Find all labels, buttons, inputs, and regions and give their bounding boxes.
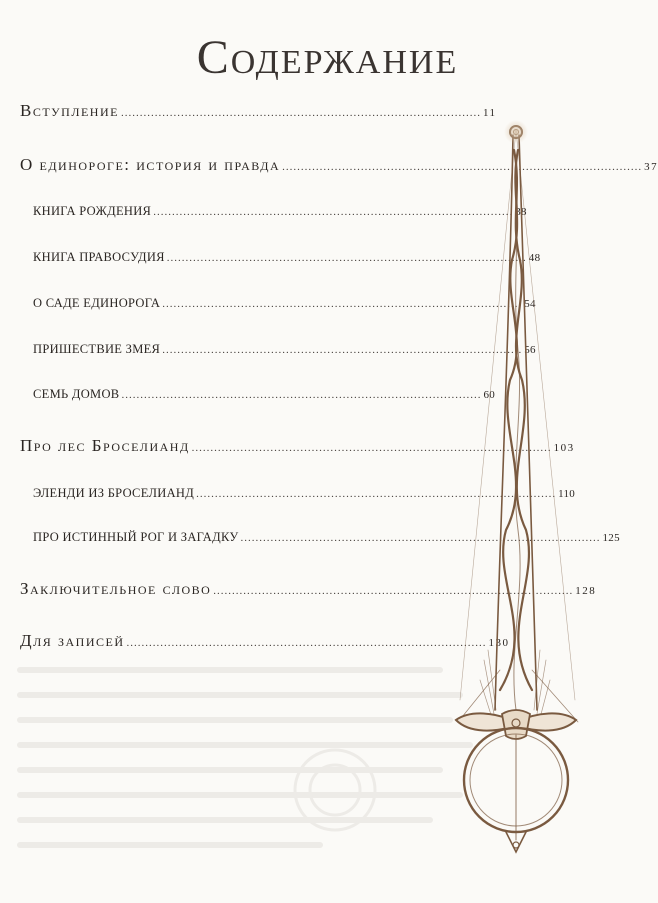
toc-entry-label: Вступление [20, 101, 119, 120]
toc-entry-label: КНИГА РОЖДЕНИЯ [33, 204, 152, 218]
toc-entry-page: 11 [482, 107, 497, 119]
toc-entry-label: ПРИШЕСТВИЕ ЗМЕЯ [33, 342, 161, 356]
toc-entry-page: 130 [488, 637, 510, 649]
toc-entry[interactable] [33, 530, 620, 545]
leader-dots: ................................................................................................ [162, 344, 523, 356]
leader-dots: ................................................................................................ [126, 637, 487, 649]
toc-entry-page: 125 [602, 532, 620, 544]
toc-entry-label: КНИГА ПРАВОСУДИЯ [33, 250, 165, 264]
toc-entry[interactable] [33, 387, 496, 402]
leader-dots: ................................................................................................ [282, 161, 643, 173]
leader-dots: ................................................................................................ [121, 389, 482, 401]
leader-dots: ................................................................................................ [196, 488, 557, 500]
toc-entry[interactable] [20, 101, 497, 121]
toc-entry-label: Для записей [20, 631, 125, 650]
toc-entry-label: Заключительное слово [20, 579, 212, 598]
toc-entry-page: 48 [528, 252, 541, 264]
toc-entry[interactable] [33, 342, 536, 357]
leader-dots: ................................................................................................ [191, 442, 552, 454]
leader-dots: ................................................................................................ [166, 252, 527, 264]
leader-dots: ................................................................................................ [240, 532, 601, 544]
toc-entry[interactable] [33, 204, 527, 219]
toc-entry-label: О САДЕ ЕДИНОРОГА [33, 296, 161, 310]
toc-entry-page: 54 [524, 298, 536, 310]
toc-entry[interactable] [33, 486, 576, 501]
toc-entry-page: 103 [553, 442, 575, 454]
toc-entry[interactable] [33, 250, 541, 265]
toc-entry[interactable] [20, 436, 575, 456]
leader-dots: ................................................................................................ [153, 206, 514, 218]
page-title: Содержание [196, 31, 459, 84]
toc-entry-page: 128 [575, 585, 597, 597]
leader-dots: ................................................................................................ [120, 107, 481, 119]
leader-dots: ................................................................................................ [162, 298, 523, 310]
toc-entry-page: 110 [558, 488, 576, 500]
toc-entry-label: О единороге: история и правда [20, 155, 281, 174]
toc-entry-label: ПРО ИСТИННЫЙ РОГ И ЗАГАДКУ [33, 530, 239, 544]
toc-entry-page: 60 [483, 389, 496, 401]
leader-dots: ................................................................................................ [213, 585, 574, 597]
toc-entry-label: Про лес Броселианд [20, 436, 190, 455]
toc-entry-page: 56 [524, 344, 536, 356]
toc-entry[interactable] [20, 155, 658, 175]
toc-entry[interactable] [20, 579, 597, 599]
toc-entry[interactable] [20, 631, 510, 651]
unicorn-horn-sketch-icon [440, 110, 590, 870]
toc-entry[interactable] [33, 296, 536, 311]
toc-entry-page: 37 [644, 161, 658, 173]
toc-entry-label: СЕМЬ ДОМОВ [33, 387, 120, 401]
toc-entry-label: ЭЛЕНДИ ИЗ БРОСЕЛИАНД [33, 486, 195, 500]
toc-entry-page: 38 [515, 206, 527, 218]
